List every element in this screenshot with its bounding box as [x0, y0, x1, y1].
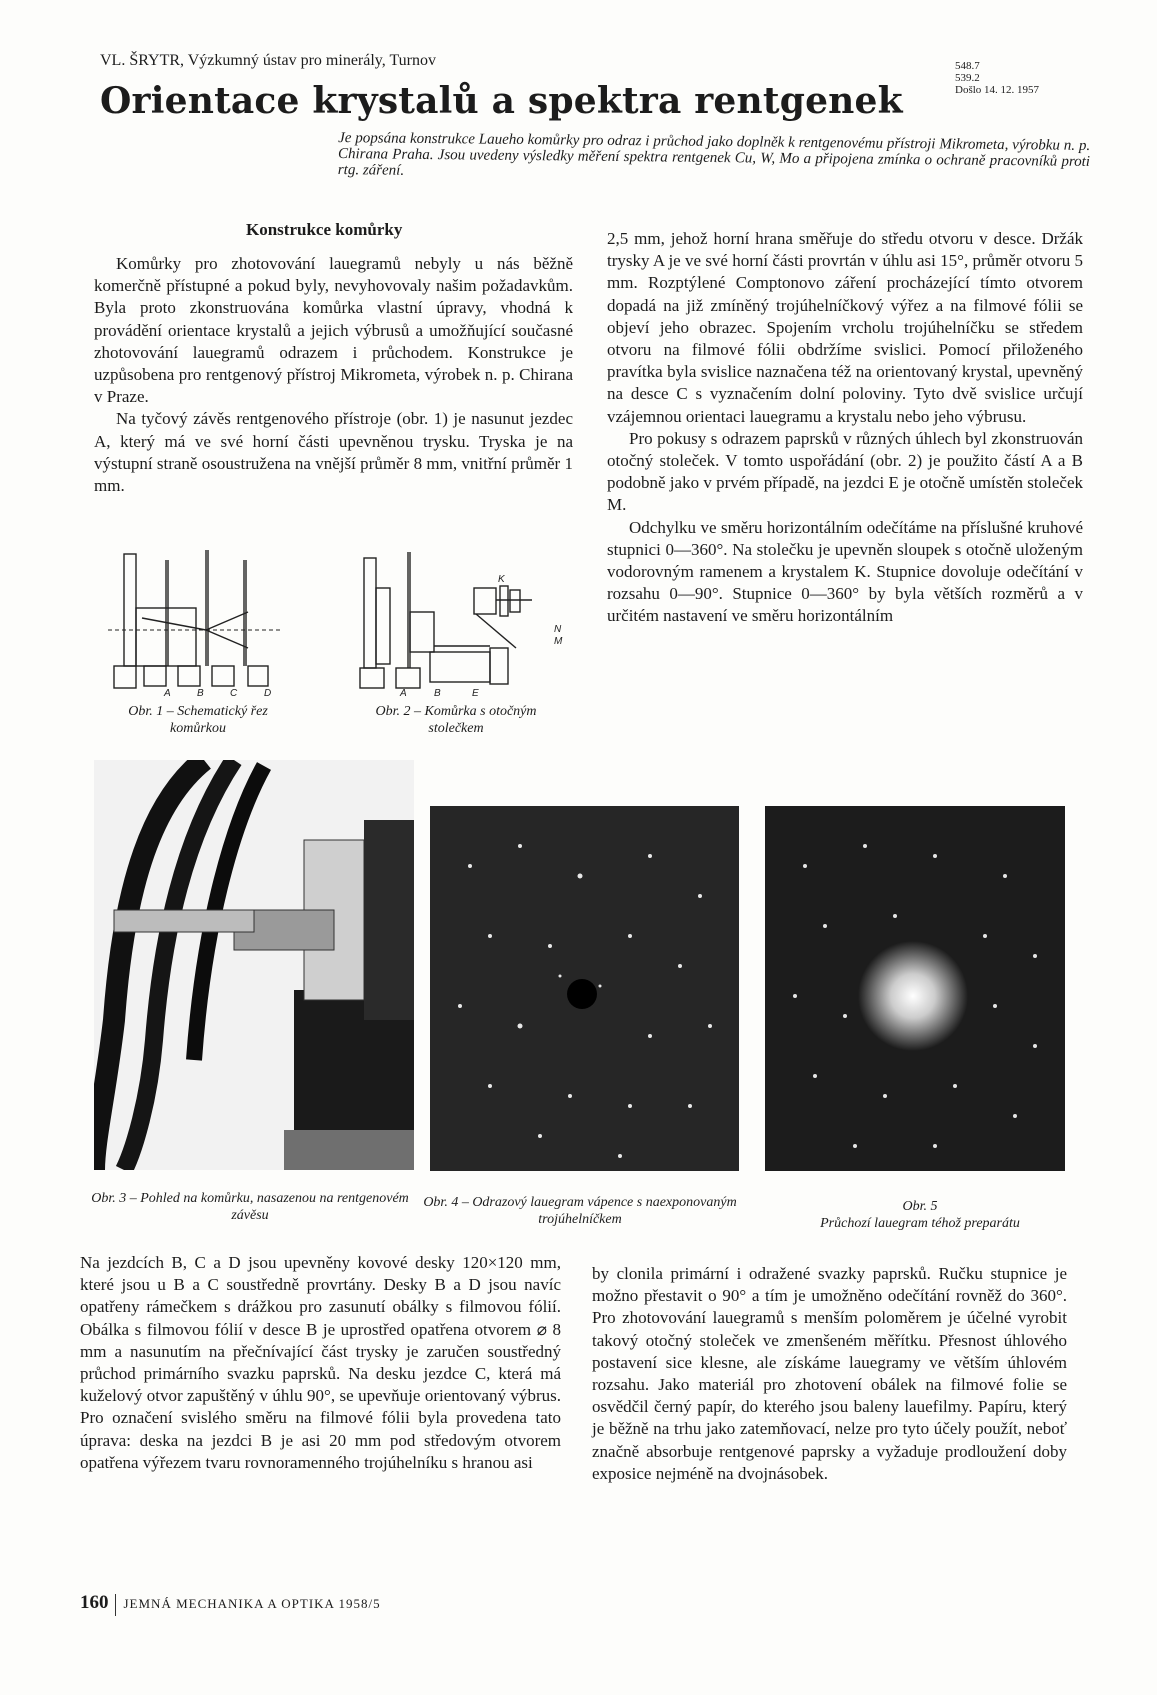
- figure-1-label: B: [197, 688, 204, 698]
- figure-1-label: D: [264, 688, 272, 698]
- laue-reflection-pattern: [430, 806, 739, 1171]
- figure-2-label: N: [554, 624, 562, 635]
- code-2: 539.2: [955, 72, 980, 84]
- journal-name: JEMNÁ MECHANIKA A OPTIKA 1958/5: [123, 1596, 381, 1611]
- figure-2-label: E: [472, 688, 479, 698]
- paragraph: Pro pokusy s odrazem paprsků v různých úhlech byl zkonstruován otočný stoleček. V tomto uspořádání (obr. 2) je použito částí A a B podobně jako v prvém případě, na jezdci E je otočně umístěn stoleček M.: [607, 428, 1083, 515]
- classification-codes: [955, 60, 1039, 96]
- figure-2-label: A: [400, 688, 407, 698]
- figure-1-label: A: [164, 688, 171, 698]
- camera-apparatus-image: [94, 760, 414, 1170]
- author-line: VL. ŠRYTR, Výzkumný ústav pro minerály, Turnov: [100, 52, 437, 69]
- footer-divider: [115, 1594, 116, 1616]
- paragraph: Komůrky pro zhotovování lauegramů nebyly u nás běžně komerčně přístupné a pokud byly, nevyhovovaly našim požadavkům. Byla proto zkonstruována komůrka vlastní úpravy, vhodná k provádění orientace krystalů a jejich výbrusů a umožňující současné zhotovování lauegramů odrazem i průchodem. Konstrukce je uzpůsobena pro rentgenový přístroj Mikrometa, výrobek n. p. Chirana v Praze.: [94, 254, 573, 407]
- figure-3-caption: Obr. 3 – Pohled na komůrku, nasazenou na rentgenovém závěsu: [91, 1191, 409, 1223]
- figure-3-photo: [94, 760, 414, 1170]
- article-title: Orientace krystalů a spektra rentgenek: [100, 80, 903, 122]
- figure-1-caption: Obr. 1 – Schematický řez komůrkou: [128, 704, 268, 736]
- paragraph: Na jezdcích B, C a D jsou upevněny kovové desky 120×120 mm, které jsou u B a C soustředně provrtány. Desky B a D jsou navíc opatřeny rámečkem s drážkou pro zasunutí obálky s filmovou fólií. Obálka s filmovou fólií v desce B je uprostřed opatřena otvorem ⌀ 8 mm a nasunutím na přečnívající část trysky je zaručen soustředný průchod primárního svazku paprsků. Na desku jezdce C, která má kuželový otvor zapuštěný v úhlu 90°, se upevňuje orientovaný výbrus. Pro označení svislého směru na filmové fólii byla provedena tato úprava: deska na jezdci B je asi 20 mm pod středovým otvorem opatřena výřezem tvaru rovnoramenného trojúhelníku s hranou asi: [80, 1253, 561, 1472]
- column-4: [592, 1263, 1067, 1485]
- figure-1-label: C: [230, 688, 238, 698]
- figure-2-diagram: [356, 548, 566, 698]
- abstract: Je popsána konstrukce Laueho komůrky pro odraz i průchod jako doplněk k rentgenovému přístroji Mikrometa, výrobku n. p. Chirana Praha. Jsou uvedeny výsledky měření spektra rentgenek Cu, W, Mo a připojena zmínka o ochraně pracovníků proti rtg. záření.: [337, 130, 1091, 179]
- figure-2-caption: Obr. 2 – Komůrka s otočným stolečkem: [375, 704, 537, 736]
- paragraph: by clonila primární i odražené svazky paprsků. Ručku stupnice je možno přestavit o 90° a tím je umožněno odečítání rovněž do 360°. Pro zhotovování lauegramů s menším poloměrem je účelné vyrobit takový otočný stoleček ve zmenšeném měřítku. Přesnost úhlového postavení sice klesne, ale získáme lauegramy ve větším úhlovém rozsahu. Jako materiál pro zhotovení obálek na filmové folie se osvědčil černý papír, do kterého jsou baleny lauefilmy. Papíru, který je běžně na trhu jako zatemňovací, nelze pro tyto účely použít, neboť značně absorbuje rentgenové paprsky a vyžaduje prodloužení doby exposice nejméně na dvojnásobek.: [592, 1264, 1067, 1483]
- figure-5-caption: [770, 1198, 1070, 1232]
- paragraph: Odchylku ve směru horizontálním odečítáme na příslušné kruhové stupnici 0—360°. Na stolečku je upevněn sloupek s otočně uloženým vodorovným ramenem a krystalem K. Stupnice dovoluje odečítání v rozsahu 0—90°. Stupnice 0—360° by byla větších rozměrů a v určitém nastavení ve směru horizontálním: [607, 517, 1083, 626]
- figure-5-photo: [765, 806, 1065, 1171]
- received-date: Došlo 14. 12. 1957: [955, 84, 1040, 96]
- column-2: [607, 228, 1083, 628]
- column-3: [80, 1252, 561, 1474]
- figure-5-caption-number: Obr. 5: [902, 1199, 938, 1214]
- paragraph: Na tyčový závěs rentgenového přístroje (obr. 1) je nasunut jezdec A, který má ve své horní části upevněnou trysku. Tryska je na výstupní straně osoustružena na vnější průměr 8 mm, vnitřní průměr 1 mm.: [94, 409, 573, 496]
- page-footer: [80, 1592, 381, 1616]
- code-1: 548.7: [955, 60, 980, 72]
- figure-2-label: M: [554, 636, 563, 647]
- figure-4-caption: Obr. 4 – Odrazový lauegram vápence s naexponovaným trojúhelníčkem: [423, 1195, 737, 1227]
- laue-transmission-pattern: [765, 806, 1065, 1171]
- section-heading: Konstrukce komůrky: [246, 220, 403, 239]
- figure-2-label: B: [434, 688, 441, 698]
- paragraph: 2,5 mm, jehož horní hrana směřuje do středu otvoru v desce. Držák trysky A je ve své horní části provrtán v úhlu asi 15°, průměr otvoru 5 mm. Rozptýlené Comptonovo záření procházející tímto otvorem dopadá na již zmíněný trojúhelníčkový výřez a na filmové fólii se objeví jeho obrazec. Spojením vrcholu trojúhelníčku se středem otvoru na filmové fólii obdržíme svislici. Pomocí přiloženého pravítka byla svislice naznačena též na orientovaný krystal, upevněný na desce C s vyznačením dolní poloviny. Tyto dvě svislice určují vzájemnou orientaci lauegramu a krystalu nebo jeho výbrusu.: [607, 229, 1083, 426]
- figure-1-diagram: [108, 548, 288, 698]
- column-1: [94, 253, 573, 497]
- page-number: 160: [80, 1592, 109, 1613]
- figure-4-photo: [430, 806, 739, 1171]
- figure-5-caption-text: Průchozí lauegram téhož preparátu: [820, 1216, 1020, 1231]
- figure-2-label: K: [498, 574, 505, 585]
